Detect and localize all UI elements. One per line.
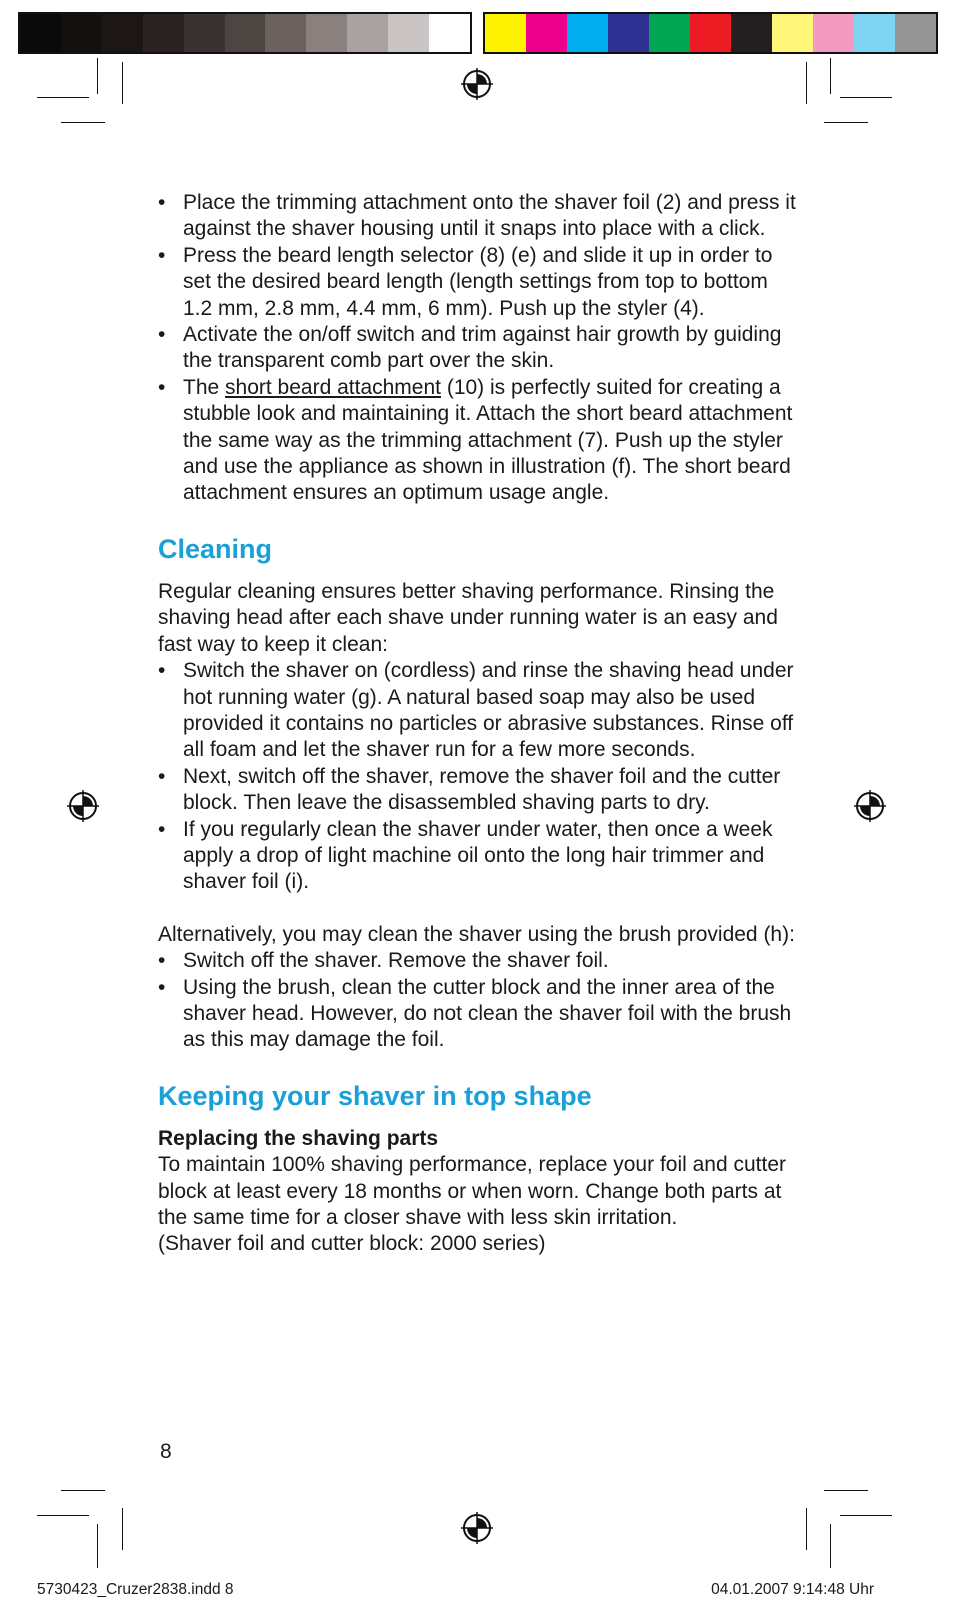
color-swatch: [854, 14, 895, 52]
cleaning-intro: Regular cleaning ensures better shaving performance. Rinsing the shaving head after each shave under running water is an easy and fast way to keep it clean:: [158, 579, 778, 656]
replacing-parts-subheading: Replacing the shaving parts: [158, 1126, 439, 1150]
list-item: • Place the trimming attachment onto the shaver foil (2) and press it against the shaver housing until it snaps into place with a click.: [158, 190, 798, 243]
list-item: • Switch the shaver on (cordless) and rinse the shaving head under hot running water (g). A natural based soap may also be used provided it contains no particles or abrasive substances. Rinse off all foam and let the shaver run for a few more seconds.: [158, 658, 798, 764]
color-swatch: [61, 14, 102, 52]
registration-mark-icon: [460, 67, 494, 101]
list-item: • Switch off the shaver. Remove the shaver foil.: [158, 948, 798, 974]
color-swatch: [306, 14, 347, 52]
crop-mark: [830, 58, 831, 94]
color-swatch: [265, 14, 306, 52]
color-swatch: [690, 14, 731, 52]
color-swatch: [347, 14, 388, 52]
page-number: 8: [160, 1440, 172, 1463]
color-swatch: [184, 14, 225, 52]
list-item: • Press the beard length selector (8) (e) and slide it up in order to set the desired beard length (length settings from top to bottom 1.2 mm, 2.8 mm, 4.4 mm, 6 mm). Push up the styler (4).: [158, 243, 798, 322]
color-swatch: [388, 14, 429, 52]
registration-mark-icon: [460, 1511, 494, 1545]
color-swatch: [813, 14, 854, 52]
brush-cleaning-intro: Alternatively, you may clean the shaver using the brush provided (h):: [158, 922, 795, 946]
color-swatch: [102, 14, 143, 52]
text: (10) is perfectly suited for creating a stubble look and maintaining it. Attach the short beard attachment the same way as the trimming attachment (7). Push up the styler and use the appliance as shown in illustration (f). The short beard attachment ensures an optimum usage angle.: [183, 375, 793, 505]
footer-timestamp: 04.01.2007 9:14:48 Uhr: [711, 1581, 874, 1598]
crop-mark: [37, 97, 89, 98]
color-swatch: [143, 14, 184, 52]
color-swatch: [772, 14, 813, 52]
cleaning-list: [158, 658, 798, 896]
crop-mark: [824, 122, 868, 123]
page-content: [158, 190, 798, 1258]
color-swatch: [608, 14, 649, 52]
list-item: • Next, switch off the shaver, remove the shaver foil and the cutter block. Then leave the disassembled shaving parts to dry.: [158, 764, 798, 817]
footer-file-info: 5730423_Cruzer2838.indd 8: [37, 1581, 234, 1598]
replacing-parts-body: To maintain 100% shaving performance, replace your foil and cutter block at least every 18 months or when worn. Change both parts at the same time for a closer shave with less skin irritation.: [158, 1153, 787, 1229]
list-item: • Using the brush, clean the cutter block and the inner area of the shaver head. However, do not clean the shaver foil with the brush as this may damage the foil.: [158, 975, 798, 1054]
crop-mark: [806, 1508, 807, 1550]
replacing-parts-note: (Shaver foil and cutter block: 2000 series): [158, 1232, 546, 1256]
crop-mark: [61, 122, 105, 123]
keeping-shaver-heading: Keeping your shaver in top shape: [158, 1080, 592, 1111]
crop-mark: [824, 1490, 868, 1491]
crop-mark: [840, 97, 892, 98]
crop-mark: [97, 1524, 98, 1568]
crop-mark: [122, 1508, 123, 1550]
cleaning-heading: Cleaning: [158, 533, 273, 564]
color-swatch: [485, 14, 526, 52]
grayscale-color-bar: [18, 12, 472, 54]
trimming-instructions-list: [158, 190, 798, 507]
color-swatch: [649, 14, 690, 52]
crop-mark: [806, 62, 807, 104]
color-swatch: [225, 14, 266, 52]
crop-mark: [37, 1515, 89, 1516]
color-swatch: [429, 14, 470, 52]
color-swatch: [20, 14, 61, 52]
registration-mark-icon: [66, 789, 100, 823]
list-item: • If you regularly clean the shaver under water, then once a week apply a drop of light machine oil onto the long hair trimmer and shaver foil (i).: [158, 817, 798, 896]
color-swatch: [567, 14, 608, 52]
color-swatch: [731, 14, 772, 52]
crop-mark: [61, 1490, 105, 1491]
crop-mark: [830, 1524, 831, 1568]
color-swatch: [895, 14, 936, 52]
crop-mark: [840, 1515, 892, 1516]
text: The: [183, 375, 226, 399]
list-item: [158, 375, 798, 507]
color-swatch: [526, 14, 567, 52]
brush-cleaning-list: [158, 948, 798, 1054]
registration-mark-icon: [853, 789, 887, 823]
crop-mark: [97, 58, 98, 94]
process-color-bar: [483, 12, 938, 54]
crop-mark: [122, 62, 123, 104]
list-item: • Activate the on/off switch and trim against hair growth by guiding the transparent comb part over the skin.: [158, 322, 798, 375]
short-beard-attachment-link[interactable]: short beard attachment: [225, 375, 441, 399]
